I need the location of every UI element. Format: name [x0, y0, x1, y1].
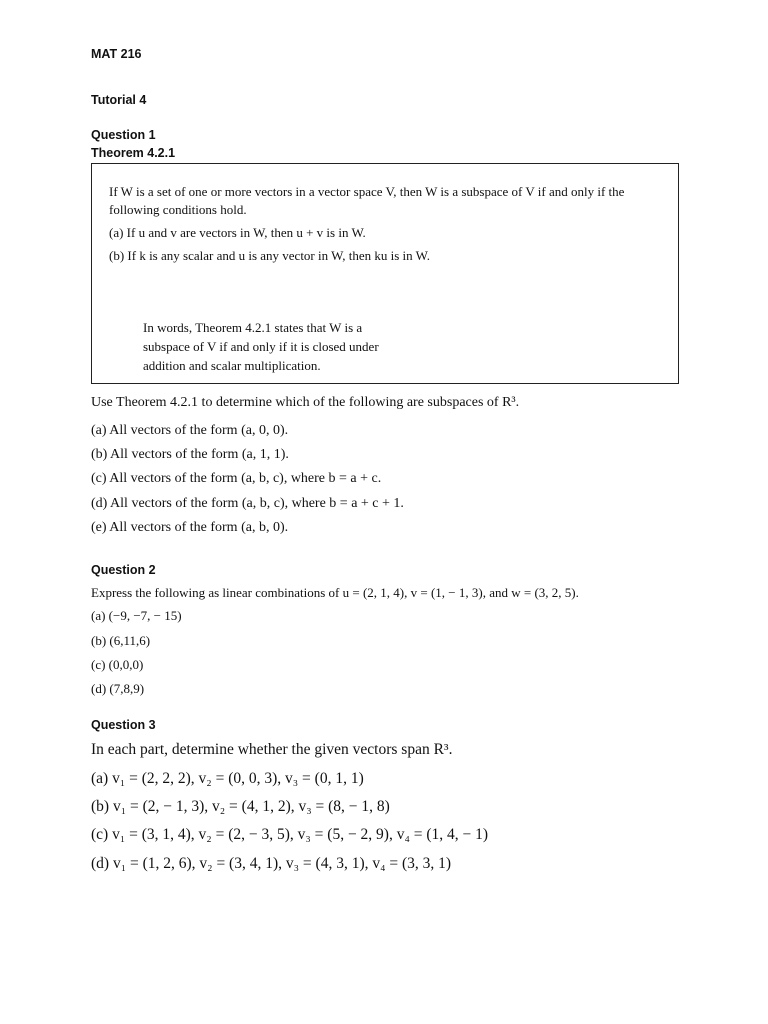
question-1-part-c: (c) All vectors of the form (a, b, c), where b = a + c. — [91, 471, 382, 486]
theorem-condition-a: (a) If u and v are vectors in W, then u + v is in W. — [109, 225, 366, 240]
question-3-part-a: (a) v₁ = (2, 2, 2), v₂ = (0, 0, 3), v₃ = (0, 1, 1) — [91, 770, 364, 787]
theorem-words-line-1: In words, Theorem 4.2.1 states that W is a — [143, 320, 363, 335]
question-2-part-b: (b) (6,11,6) — [91, 633, 151, 648]
question-2-prompt: Express the following as linear combinations of u = (2, 1, 4), v = (1, − 1, 3), and w = (3, 2, 5). — [91, 585, 579, 600]
question-1-part-d: (d) All vectors of the form (a, b, c), where b = a + c + 1. — [91, 496, 404, 511]
theorem-title: Theorem 4.2.1 — [91, 146, 176, 160]
question-3-part-c: (c) v₁ = (3, 1, 4), v₂ = (2, − 3, 5), v₃ = (5, − 2, 9), v₄ = (1, 4, − 1) — [91, 826, 489, 843]
theorem-condition-b: (b) If k is any scalar and u is any vector in W, then ku is in W. — [109, 248, 430, 263]
theorem-statement-line-2: following conditions hold. — [109, 202, 247, 217]
question-3-heading: Question 3 — [91, 718, 156, 732]
question-1-part-b: (b) All vectors of the form (a, 1, 1). — [91, 447, 289, 462]
question-1-part-e: (e) All vectors of the form (a, b, 0). — [91, 520, 289, 535]
course-code: MAT 216 — [91, 47, 142, 61]
tutorial-title: Tutorial 4 — [91, 93, 147, 107]
theorem-words-line-3: addition and scalar multiplication. — [143, 358, 321, 373]
question-1-prompt: Use Theorem 4.2.1 to determine which of the following are subspaces of R³. — [91, 395, 520, 410]
question-3-part-d: (d) v₁ = (1, 2, 6), v₂ = (3, 4, 1), v₃ = (4, 3, 1), v₄ = (3, 3, 1) — [91, 855, 452, 872]
question-3-prompt: In each part, determine whether the given vectors span R³. — [91, 741, 453, 758]
question-2-heading: Question 2 — [91, 563, 156, 577]
question-1-part-a: (a) All vectors of the form (a, 0, 0). — [91, 423, 289, 438]
question-3-part-b: (b) v₁ = (2, − 1, 3), v₂ = (4, 1, 2), v₃ = (8, − 1, 8) — [91, 798, 390, 815]
question-1-heading: Question 1 — [91, 128, 156, 142]
theorem-box — [91, 163, 679, 384]
theorem-words-line-2: subspace of V if and only if it is closed under — [143, 339, 379, 354]
theorem-statement-line-1: If W is a set of one or more vectors in a vector space V, then W is a subspace of V if and only if the — [109, 184, 625, 199]
question-2-part-d: (d) (7,8,9) — [91, 681, 145, 696]
question-2-part-a: (a) (−9, −7, − 15) — [91, 608, 182, 623]
question-2-part-c: (c) (0,0,0) — [91, 657, 144, 672]
